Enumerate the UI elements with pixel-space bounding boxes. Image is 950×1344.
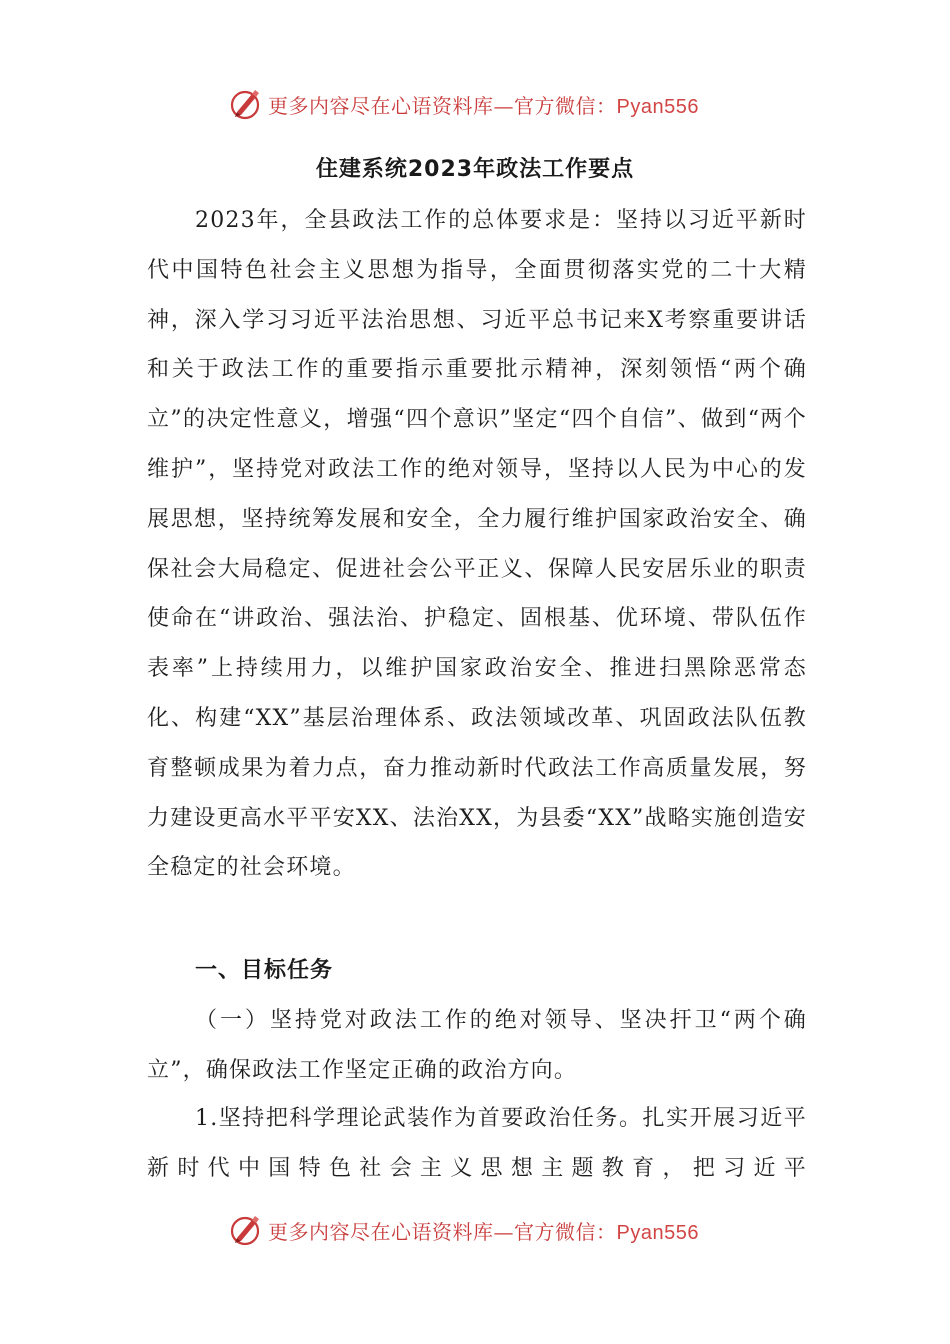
paragraph-item-1: 1.坚持把科学理论武装作为首要政治任务。扎实开展习近平新时代中国特色社会主义思想主题教育，把习近平 <box>147 1106 807 1181</box>
section-heading: 一、目标任务 <box>195 958 334 983</box>
document-title: 住建系统2023年政法工作要点 <box>315 157 635 182</box>
pen-logo-icon <box>228 86 264 122</box>
paragraph-intro: 2023年，全县政法工作的总体要求是：坚持以习近平新时代中国特色社会主义思想为指导，全面贯彻落实党的二十大精神，深入学习习近平法治思想、习近平总书记来X考察重要讲话和关于政法工作的重要指示重要批示精神，深刻领悟“两个确立”的决定性意义，增强“四个意识”坚定“四个自信”、做到“两个维护”，坚持党对政法工作的绝对领导，坚持以人民为中心的发展思想，坚持统筹发展和安全，全力履行维护国家政治安全、确保社会大局稳定、促进社会公平正义、保障人民安居乐业的职责使命在“讲政治、强法治、护稳定、固根基、优环境、带队伍作表率”上持续用力，以维护国家政治安全、推进扫黑除恶常态化、构建“XX”基层治理体系、政法领域改革、巩固政法队伍教育整顿成果为着力点，奋力推动新时代政法工作高质量发展，努力建设更高水平平安XX、法治XX，为县委“XX”战略实施创造安全稳定的社会环境。 <box>147 208 807 881</box>
wechat-id: Pyan556 <box>616 95 699 118</box>
watermark-text: 更多内容尽在心语资料库—官方微信：Pyan556 <box>268 93 699 118</box>
watermark-banner-top <box>0 84 950 124</box>
watermark-banner-bottom <box>0 1210 950 1250</box>
wechat-id: Pyan556 <box>616 1221 699 1244</box>
paragraph-subsection-1: （一）坚持党对政法工作的绝对领导、坚决扞卫“两个确立”，确保政法工作坚定正确的政治方向。 <box>147 1008 807 1083</box>
watermark-text: 更多内容尽在心语资料库—官方微信：Pyan556 <box>268 1219 699 1244</box>
pen-logo-icon <box>228 1212 264 1248</box>
